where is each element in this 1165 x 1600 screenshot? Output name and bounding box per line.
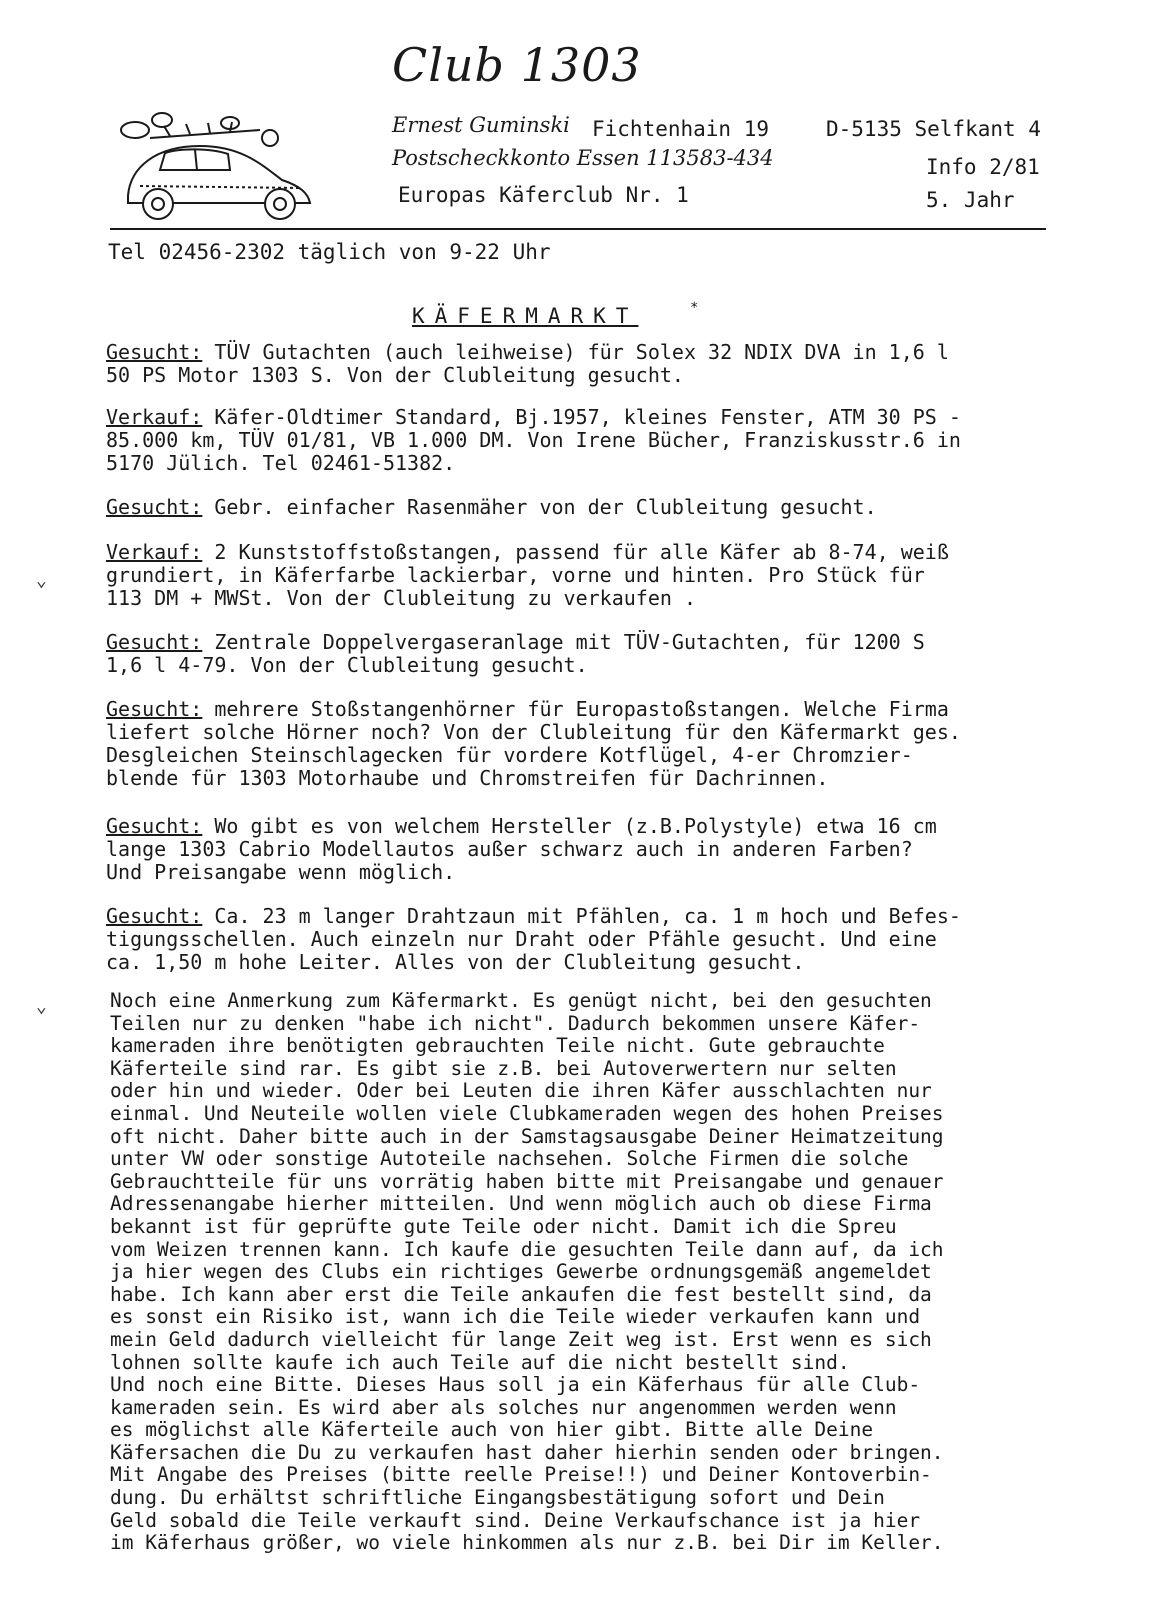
ad-label: Verkauf: (106, 540, 203, 564)
ad-item (106, 905, 1096, 974)
bank-account: Postscheckkonto Essen 113583-434 (392, 146, 774, 170)
ad-text: Gebr. einfacher Rasenmäher von der Clubleitung gesucht. (202, 495, 877, 519)
page-heading: KÄFERMARKT (412, 304, 639, 328)
ad-text: TÜV Gutachten (auch leihweise) für Solex 32 NDIX DVA in 1,6 l 50 PS Motor 1303 S. Von der Clubleitung gesucht. (106, 340, 949, 387)
ad-label: Gesucht: (106, 697, 203, 721)
header-divider (110, 228, 1046, 230)
club-subtitle: Europas Käferclub Nr. 1 (398, 183, 689, 207)
owner-name: Ernest Guminski (392, 113, 570, 137)
club-title: Club 1303 (392, 38, 642, 92)
ad-label: Gesucht: (106, 630, 203, 654)
ad-text: Käfer-Oldtimer Standard, Bj.1957, kleines Fenster, ATM 30 PS - 85.000 km, TÜV 01/81, VB 1.000 DM. Von Irene Bücher, Franziskusstr.6 in 5170 Jülich. Tel 02461-51382. (106, 405, 961, 475)
margin-mark: ⌄ (36, 996, 47, 1017)
ad-text: mehrere Stoßstangenhörner für Europastoßstangen. Welche Firma liefert solche Hörner noch? Von der Clubleitung für den Käfermarkt ges. Desgleichen Steinschlagecken für vordere Kotflügel, 4-er Chromzier- blende für 1303 Motorhaube und Chromstreifen für Dachrinnen. (106, 697, 961, 790)
ad-item (106, 698, 1096, 790)
ad-item (106, 541, 1096, 610)
ad-label: Gesucht: (106, 904, 203, 928)
ad-text: 2 Kunststoffstoßstangen, passend für alle Käfer ab 8-74, weiß grundiert, in Käferfarbe lackierbar, vorne und hinten. Pro Stück für 113 DM + MWSt. Von der Clubleitung zu verkaufen . (106, 540, 949, 610)
ad-item (106, 341, 1096, 387)
address-street: Fichtenhain 19 (592, 117, 770, 141)
ad-item (106, 496, 1096, 519)
phone-line: Tel 02456-2302 täglich von 9-22 Uhr (108, 240, 551, 264)
ad-text: Ca. 23 m langer Drahtzaun mit Pfählen, ca. 1 m hoch und Befes- tigungsschellen. Auch einzeln nur Draht oder Pfähle gesucht. Und eine ca. 1,50 m hohe Leiter. Alles von der Clubleitung gesucht. (106, 904, 961, 974)
closing-note: Noch eine Anmerkung zum Käfermarkt. Es genügt nicht, bei den gesuchten Teilen nur zu denken "habe ich nicht". Dadurch bekommen unsere Käfer- kameraden ihre benötigten gebrauchten Teile nicht. Gute gebrauchte Käferteile sind rar. Es gibt sie z.B. bei Autoverwertern nur selten oder hin und wieder. Oder bei Leuten die ihren Käfer ausschlachten nur einmal. Und Neuteile wollen viele Clubkameraden wegen des hohen Preises oft nicht. Daher bitte auch in der Samstagsausgabe Deiner Heimatzeitung unter VW oder sonstige Autoteile nachsehen. Solche Firmen die solche Gebrauchtteile für uns vorrätig haben bitte mit Preisangabe und genauer Adressenangabe hierher mitteilen. Und wenn möglich auch ob diese Firma bekannt ist für geprüfte gute Teile oder nicht. Damit ich die Spreu vom Weizen trennen kann. Ich kaufe die gesuchten Teile dann auf, da ich ja hier wegen des Clubs ein richtiges Gewerbe ordnungsgemäß angemeldet habe. Ich kann aber erst die Teile ankaufen die fest bestellt sind, da es sonst ein Risiko ist, wann ich die Teile wieder verkaufen kann und mein Geld dadurch vielleicht für lange Zeit weg ist. Erst wenn es sich lohnen sollte kaufe ich auch Teile auf die nicht bestellt sind. Und noch eine Bitte. Dieses Haus soll ja ein Käferhaus für alle Club- kameraden sein. Es wird aber als solches nur angenommen werden wenn es möglichst alle Käferteile auch von hier gibt. Bitte alle Deine Käfersachen die Du zu verkaufen hast daher hierhin senden oder bringen. Mit Angabe des Preises (bitte reelle Preise!!) und Deiner Kontoverbin- dung. Du erhältst schriftliche Eingangsbestätigung sofort und Dein Geld sobald die Teile verkauft sind. Deine Verkaufschance ist ja hier im Käferhaus größer, wo viele hinkommen als nur z.B. bei Dir im Keller. (110, 989, 944, 1555)
address-city: D-5135 Selfkant 4 (826, 117, 1041, 141)
ad-text: Zentrale Doppelvergaseranlage mit TÜV-Gutachten, für 1200 S 1,6 l 4-79. Von der Clubleitung gesucht. (106, 630, 925, 677)
heading-mark: * (690, 300, 699, 316)
beetle-car-logo (110, 108, 315, 223)
ad-label: Verkauf: (106, 405, 203, 429)
ad-item (106, 406, 1096, 475)
ad-label: Gesucht: (106, 814, 203, 838)
ad-text: Wo gibt es von welchem Hersteller (z.B.Polystyle) etwa 16 cm lange 1303 Cabrio Modellautos außer schwarz auch in anderen Farben? Und Preisangabe wenn möglich. (106, 814, 937, 884)
issue-info: Info 2/81 (926, 155, 1040, 179)
ad-label: Gesucht: (106, 495, 203, 519)
ad-item (106, 631, 1096, 677)
ad-label: Gesucht: (106, 340, 203, 364)
margin-mark: ⌄ (36, 570, 47, 591)
club-year: 5. Jahr (926, 188, 1015, 212)
ad-item (106, 815, 1096, 884)
